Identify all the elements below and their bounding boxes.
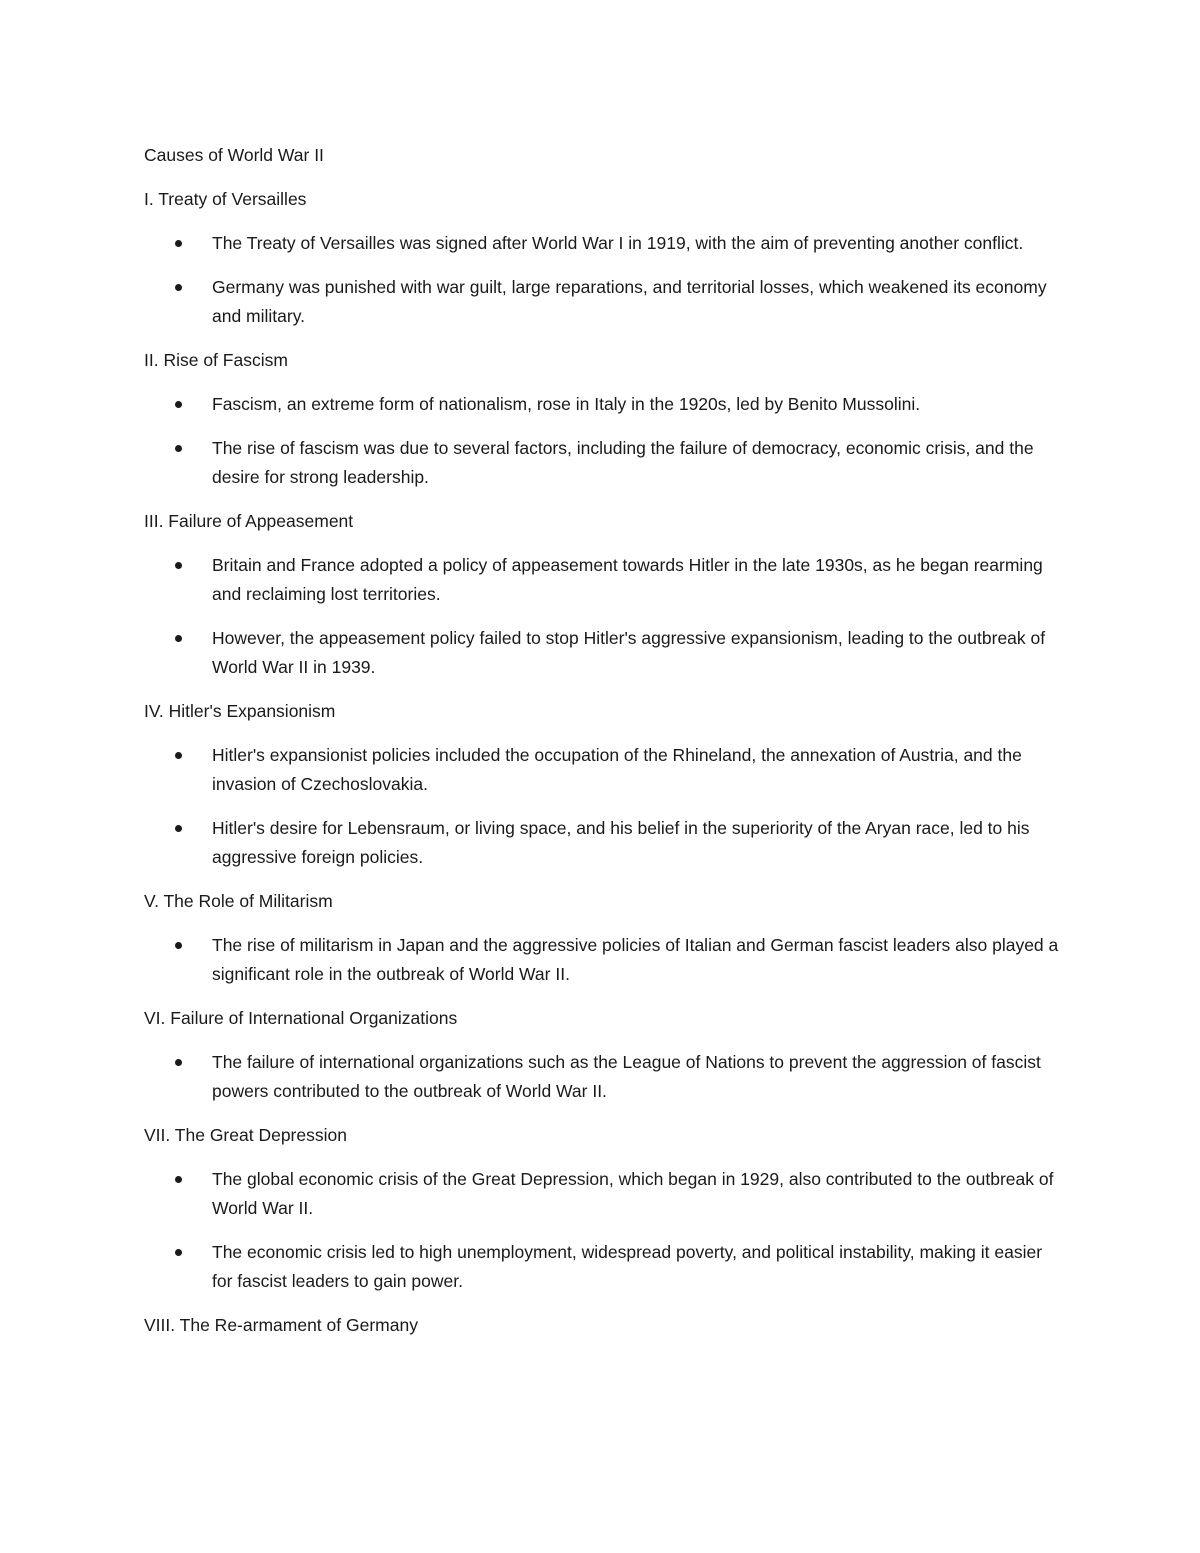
list-item-text: Fascism, an extreme form of nationalism, rose in Italy in the 1920s, led by Benito Mussolini. xyxy=(212,394,921,414)
list-item xyxy=(144,551,1064,609)
list-item xyxy=(144,229,1064,258)
list-item-text: However, the appeasement policy failed to stop Hitler's aggressive expansionism, leading to the outbreak of World War II in 1939. xyxy=(212,628,1046,677)
section-heading-rearmament-of-germany: VIII. The Re-armament of Germany xyxy=(144,1315,418,1335)
section-heading-failure-of-appeasement: III. Failure of Appeasement xyxy=(144,511,354,531)
bullet-list xyxy=(144,931,1064,989)
bullet-icon xyxy=(175,1249,182,1256)
section-heading-hitlers-expansionism: IV. Hitler's Expansionism xyxy=(144,701,336,721)
list-item xyxy=(144,1238,1064,1296)
section-heading-treaty-of-versailles: I. Treaty of Versailles xyxy=(144,189,307,209)
section-heading-rise-of-fascism: II. Rise of Fascism xyxy=(144,350,288,370)
bullet-list xyxy=(144,551,1064,682)
list-item xyxy=(144,273,1064,331)
bullet-icon xyxy=(175,942,182,949)
bullet-list xyxy=(144,1048,1064,1106)
list-item-text: Britain and France adopted a policy of appeasement towards Hitler in the late 1930s, as he began rearming and reclaiming lost territories. xyxy=(212,555,1043,604)
bullet-icon xyxy=(175,1059,182,1066)
list-item xyxy=(144,434,1064,492)
list-item xyxy=(144,1165,1064,1223)
list-item xyxy=(144,741,1064,799)
bullet-icon xyxy=(175,1176,182,1183)
list-item-text: Hitler's expansionist policies included the occupation of the Rhineland, the annexation of Austria, and the invasion of Czechoslovakia. xyxy=(212,745,1022,794)
bullet-icon xyxy=(175,562,182,569)
list-item xyxy=(144,931,1064,989)
section-heading-failure-of-international-organizations: VI. Failure of International Organizations xyxy=(144,1008,458,1028)
list-item xyxy=(144,390,1064,419)
list-item-text: The global economic crisis of the Great Depression, which began in 1929, also contributed to the outbreak of World War II. xyxy=(212,1169,1054,1218)
bullet-icon xyxy=(175,284,182,291)
list-item xyxy=(144,1048,1064,1106)
bullet-list xyxy=(144,741,1064,872)
section-heading-role-of-militarism: V. The Role of Militarism xyxy=(144,891,333,911)
list-item-text: Germany was punished with war guilt, large reparations, and territorial losses, which weakened its economy and military. xyxy=(212,277,1047,326)
list-item-text: The rise of fascism was due to several factors, including the failure of democracy, economic crisis, and the desire for strong leadership. xyxy=(212,438,1034,487)
list-item-text: The Treaty of Versailles was signed after World War I in 1919, with the aim of preventing another conflict. xyxy=(212,233,1024,253)
list-item xyxy=(144,624,1064,682)
list-item-text: Hitler's desire for Lebensraum, or living space, and his belief in the superiority of the Aryan race, led to his aggressive foreign policies. xyxy=(212,818,1030,867)
section-heading-great-depression: VII. The Great Depression xyxy=(144,1125,347,1145)
bullet-list xyxy=(144,390,1064,492)
list-item xyxy=(144,814,1064,872)
bullet-icon xyxy=(175,752,182,759)
bullet-icon xyxy=(175,825,182,832)
bullet-icon xyxy=(175,401,182,408)
list-item-text: The rise of militarism in Japan and the aggressive policies of Italian and German fascist leaders also played a significant role in the outbreak of World War II. xyxy=(212,935,1059,984)
list-item-text: The failure of international organizations such as the League of Nations to prevent the aggression of fascist powers contributed to the outbreak of World War II. xyxy=(212,1052,1041,1101)
bullet-icon xyxy=(175,635,182,642)
bullet-icon xyxy=(175,240,182,247)
bullet-list xyxy=(144,1165,1064,1296)
document-title: Causes of World War II xyxy=(144,145,324,165)
bullet-icon xyxy=(175,445,182,452)
document-body xyxy=(144,141,1064,1355)
bullet-list xyxy=(144,229,1064,331)
list-item-text: The economic crisis led to high unemployment, widespread poverty, and political instability, making it easier for fascist leaders to gain power. xyxy=(212,1242,1043,1291)
